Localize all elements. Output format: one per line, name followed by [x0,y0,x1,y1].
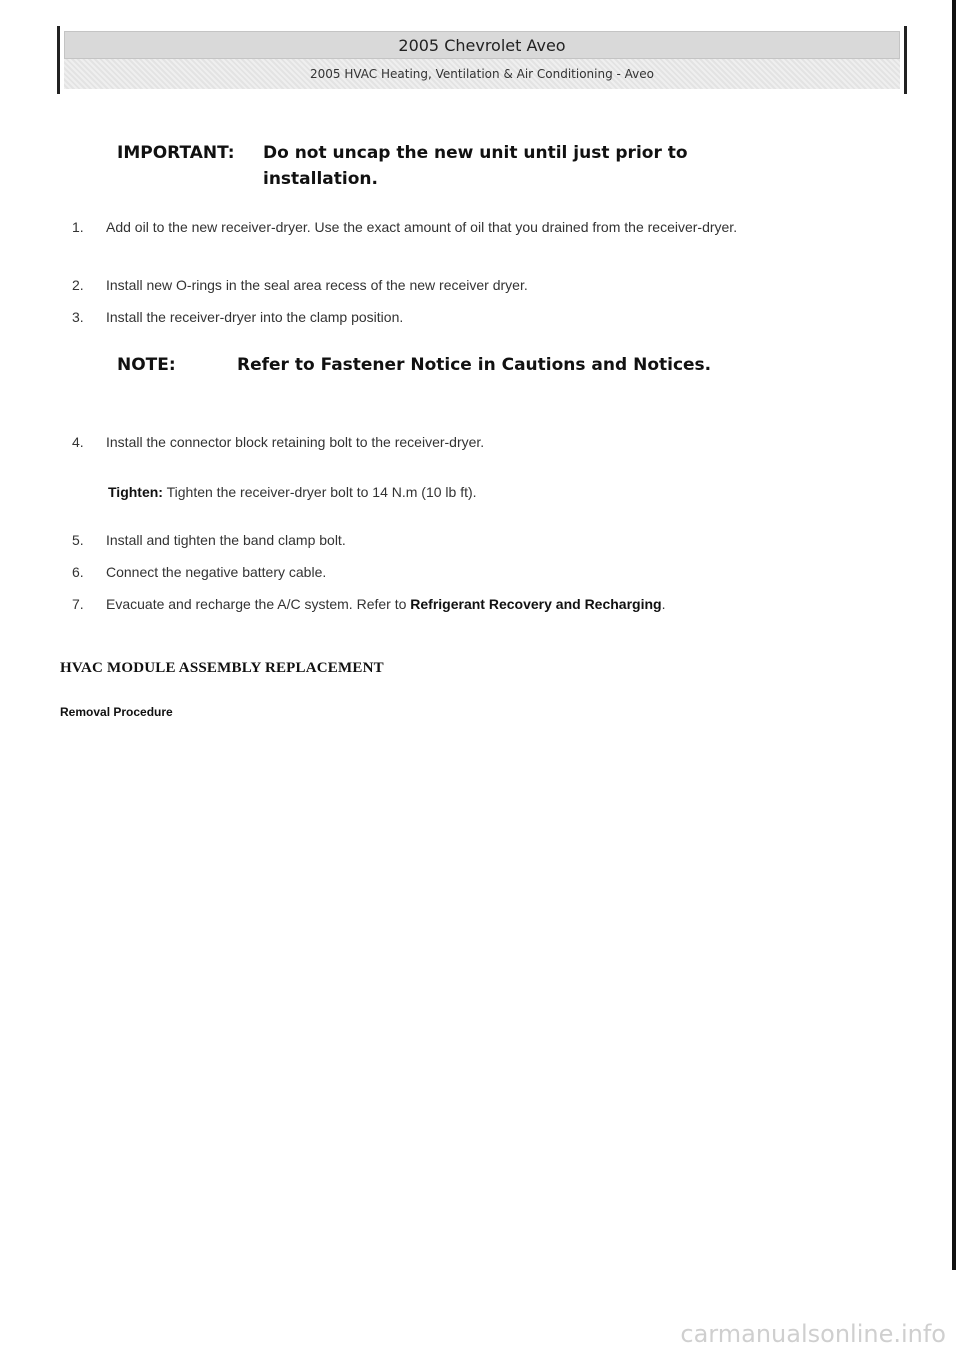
step-item [72,430,872,454]
step-text: Install the connector block retaining bolt to the receiver-dryer. [106,434,485,450]
important-text: Do not uncap the new unit until just prior to installation. [263,143,688,189]
step-text: Install the receiver-dryer into the clamp position. [106,309,404,325]
step-item [72,273,872,297]
important-notice [117,140,757,192]
step-text-suffix: . [661,596,666,612]
step-text: Install and tighten the band clamp bolt. [106,532,346,548]
step-number: 2. [72,277,84,293]
important-label: IMPORTANT: [117,143,235,163]
note-text: Refer to Fastener Notice in Cautions and Notices. [237,355,712,375]
step-number: 5. [72,532,84,548]
header-subtitle: 2005 HVAC Heating, Ventilation & Air Conditioning - Aveo [64,59,900,89]
section-heading: HVAC MODULE ASSEMBLY REPLACEMENT [60,660,384,676]
step-item [72,528,872,552]
step-text [106,592,872,616]
refrigerant-recovery-link[interactable]: Refrigerant Recovery and Recharging [410,596,662,612]
tighten-text: Tighten the receiver-dryer bolt to 14 N.m (10 lb ft). [166,484,477,500]
step-item [72,215,872,239]
step-text: Connect the negative battery cable. [106,564,327,580]
header-left-rule [57,26,60,94]
step-number: 3. [72,309,84,325]
step-text: Add oil to the new receiver-dryer. Use the exact amount of oil that you drained from the receiver-dryer. [106,219,738,235]
step-number: 1. [72,219,84,235]
step-text: Install new O-rings in the seal area recess of the new receiver dryer. [106,277,528,293]
step-number: 7. [72,596,84,612]
note-label: NOTE: [117,355,176,375]
step-item [72,592,872,616]
header-title: 2005 Chevrolet Aveo [64,31,900,59]
watermark: carmanualsonline.info [680,1320,946,1348]
section-subheading: Removal Procedure [60,705,173,719]
tighten-label: Tighten: [108,484,163,500]
step-number: 4. [72,434,84,450]
page-right-rule [952,0,956,1270]
note-notice [117,352,717,378]
header-right-rule [904,26,907,94]
step-item [72,305,872,329]
step-item [72,560,872,584]
step-number: 6. [72,564,84,580]
step-text-prefix: Evacuate and recharge the A/C system. Refer to [106,596,407,612]
page-header [57,26,907,94]
tighten-spec [108,480,808,504]
